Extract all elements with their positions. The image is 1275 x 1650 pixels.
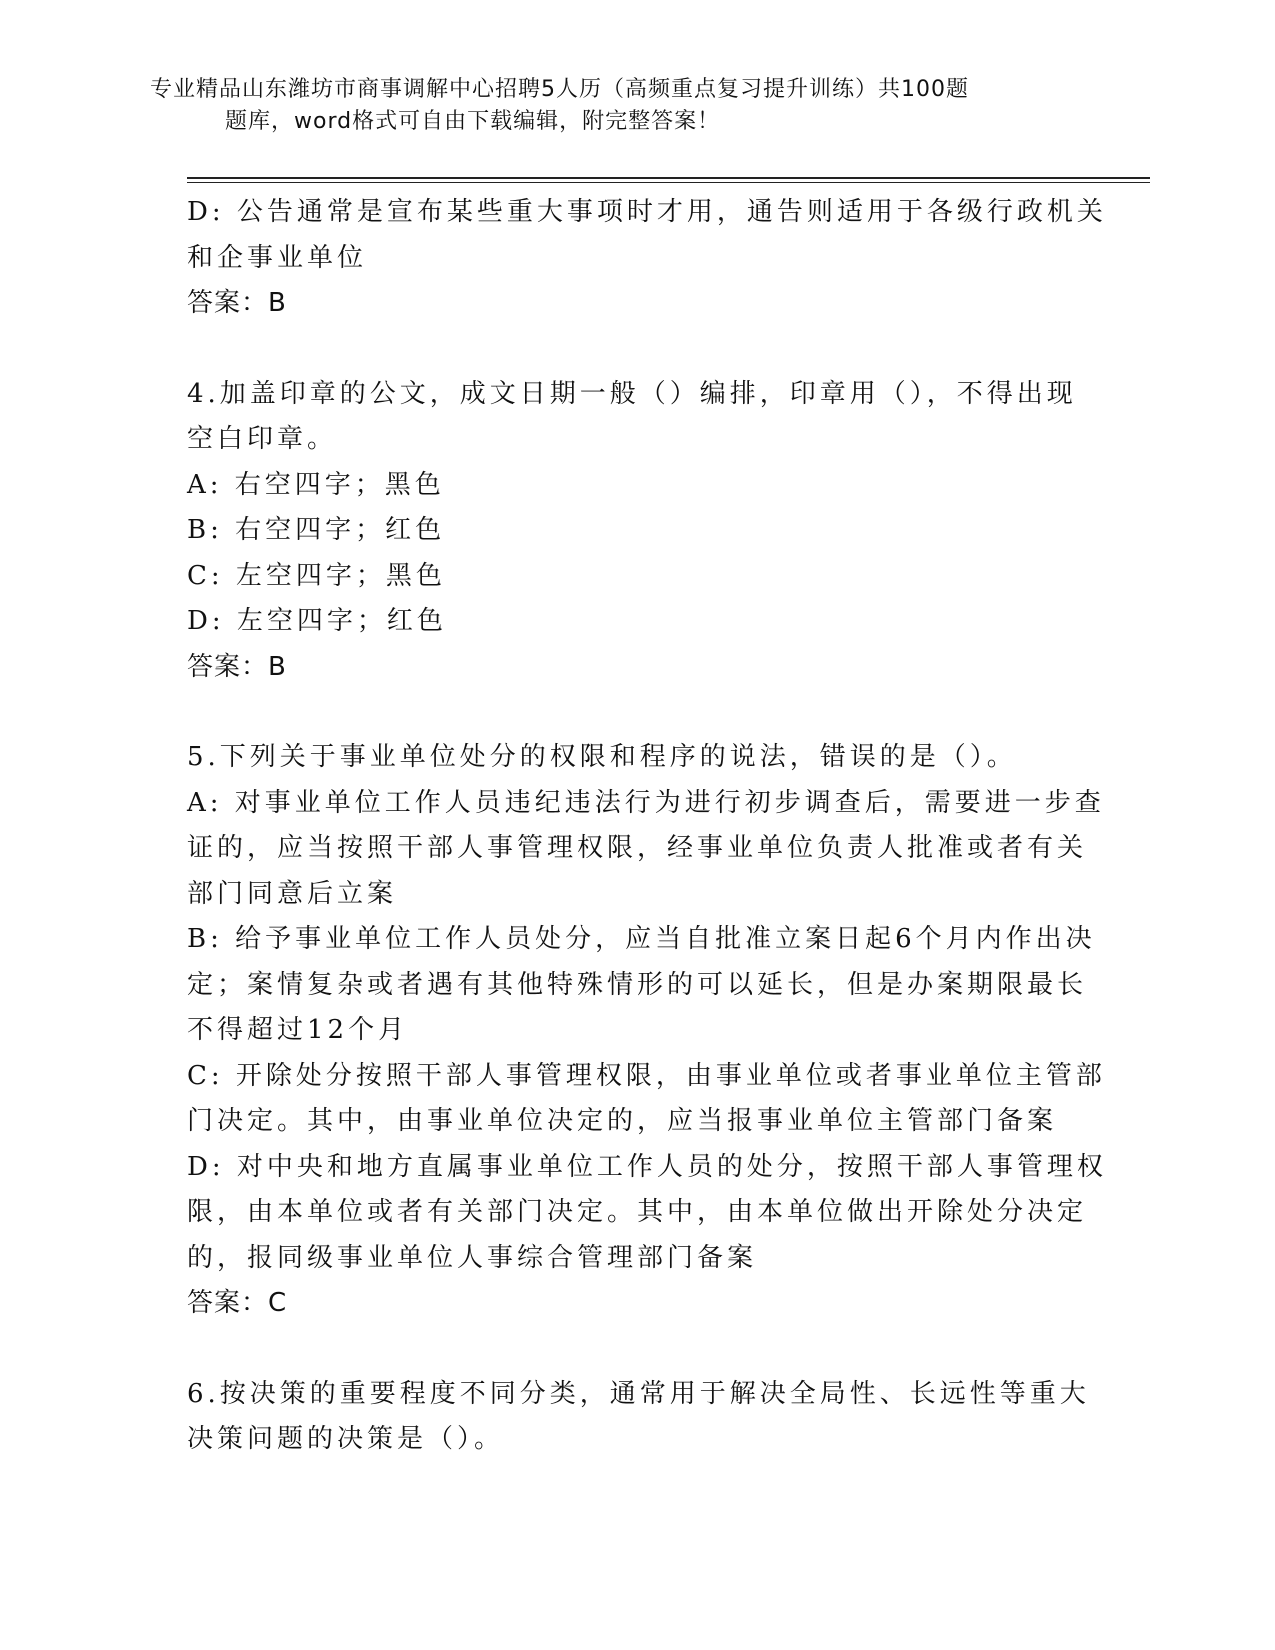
spacer [187, 327, 1087, 372]
spacer [187, 1327, 1087, 1372]
document-body [187, 190, 1107, 1463]
answer-label: 答案：B [187, 651, 287, 682]
question-5 [187, 735, 1107, 1327]
header-title-line2: 题库，word格式可自由下载编辑，附完整答案！ [225, 109, 721, 134]
question-stem: 5.下列关于事业单位处分的权限和程序的说法，错误的是（）。 [187, 742, 1017, 772]
question-3-tail [187, 190, 1107, 327]
option-b-line: 定；案情复杂或者遇有其他特殊情形的可以延长，但是办案期限最长 [187, 969, 1088, 1000]
question-stem-line: 6.按决策的重要程度不同分类，通常用于解决全局性、长远性等重大 [187, 1378, 1090, 1409]
option-a-line: 证的，应当按照干部人事管理权限，经事业单位负责人批准或者有关 [187, 833, 1088, 863]
option-d-line: D: 对中央和地方直属事业单位工作人员的处分，按照干部人事管理权 [187, 1151, 1107, 1182]
option-b: B: 右空四字；红色 [187, 515, 446, 545]
question-4 [187, 372, 1087, 691]
answer-label: 答案：C [187, 1288, 288, 1318]
question-stem-line: 4.加盖印章的公文，成文日期一般（）编排，印章用（），不得出现 [187, 378, 1077, 409]
option-d: D: 左空四字；红色 [187, 606, 447, 636]
option-b-line: B: 给予事业单位工作人员处分，应当自批准立案日起6个月内作出决 [187, 924, 1096, 954]
header-divider-thick [187, 177, 1150, 179]
header-divider-thin [187, 182, 1150, 183]
question-stem-line: 决策问题的决策是（）。 [187, 1424, 505, 1454]
option-d-line: 和企事业单位 [187, 242, 368, 273]
option-c-line: 门决定。其中，由事业单位决定的，应当报事业单位主管部门备案 [187, 1106, 1058, 1136]
option-d-line: D: 公告通常是宣布某些重大事项时才用，通告则适用于各级行政机关 [187, 197, 1107, 227]
option-d-line: 的，报同级事业单位人事综合管理部门备案 [187, 1242, 758, 1273]
spacer [187, 690, 1087, 735]
option-a-line: 部门同意后立案 [187, 878, 398, 909]
option-d-line: 限，由本单位或者有关部门决定。其中，由本单位做出开除处分决定 [187, 1197, 1088, 1227]
question-stem-line: 空白印章。 [187, 424, 338, 454]
option-a: A: 右空四字；黑色 [187, 469, 445, 500]
option-b-line: 不得超过12个月 [187, 1015, 409, 1045]
question-6 [187, 1372, 1090, 1463]
document-header [150, 74, 1150, 138]
option-c-line: C: 开除处分按照干部人事管理权限，由事业单位或者事业单位主管部 [187, 1060, 1106, 1091]
answer-label: 答案：B [187, 288, 287, 318]
header-title-line1: 专业精品山东潍坊市商事调解中心招聘5人历（高频重点复习提升训练）共100题 [150, 77, 969, 102]
option-c: C: 左空四字；黑色 [187, 560, 446, 591]
option-a-line: A: 对事业单位工作人员违纪违法行为进行初步调查后，需要进一步查 [187, 787, 1105, 818]
